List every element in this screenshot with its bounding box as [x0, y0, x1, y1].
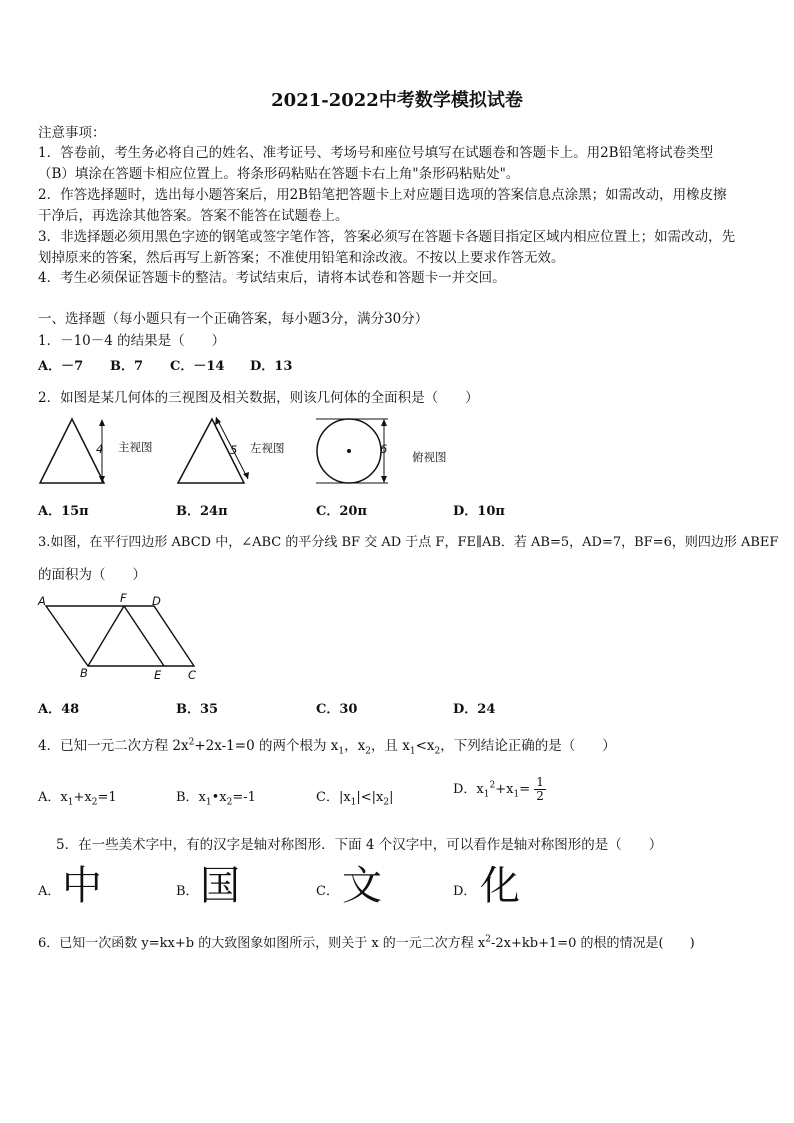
dim-left: 5 — [230, 443, 238, 457]
q5-char-a: 中 — [62, 863, 102, 909]
q2-option-d: D．10π — [453, 504, 505, 519]
point-a-label: A — [38, 594, 46, 608]
arrow-up-icon — [381, 419, 387, 426]
arrow-up-icon — [99, 419, 105, 426]
q3-option-a: A．48 — [38, 702, 80, 717]
q5-stem: 5．在一些美术字中，有的汉字是轴对称图形．下面 4 个汉字中，可以看作是轴对称图形的是（ ） — [56, 837, 663, 853]
q5-char-c: 文 — [342, 863, 382, 909]
notice-line: 划掉原来的答案，然后再写上新答案；不准使用铅笔和涂改液。不按以上要求作答无效。 — [38, 250, 565, 266]
fraction: $\frac{1}{2}$ — [536, 775, 544, 803]
q3-option-d: D．24 — [453, 702, 496, 717]
q3-option-c: C．30 — [316, 702, 358, 717]
notice-line: 干净后，再选涂其他答案。答案不能答在试题卷上。 — [38, 208, 349, 224]
dim-front: 4 — [96, 442, 104, 456]
q1-option-c: C．－14 — [170, 359, 225, 374]
arrow-icon — [243, 472, 249, 479]
q2-option-c: C．20π — [316, 504, 367, 519]
arrow-down-icon — [381, 476, 387, 483]
notice-line: 2．作答选择题时，选出每小题答案后，用2B铅笔把答题卡上对应题目选项的答案信息点涂黑；如需改动，用橡皮擦 — [38, 187, 727, 203]
notice-line: 4．考生必须保证答题卡的整洁。考试结束后，请将本试卷和答题卡一并交回。 — [38, 270, 506, 286]
notice-line: 3．非选择题必须用黑色字迹的钢笔或签字笔作答，答案必须写在答题卡各题目指定区域内相应位置上；如需改动，先 — [38, 229, 736, 245]
notice-heading: 注意事项： — [38, 125, 106, 141]
q3-stem-line2: 的面积为（ ） — [38, 567, 146, 583]
center-dot — [347, 449, 351, 453]
segment-bf — [88, 606, 124, 666]
q3-stem-line1: 3.如图，在平行四边形 ABCD 中，∠ABC 的平分线 BF 交 AD 于点 F，FE∥AB．若 AB=5，AD=7，BF=6，则四边形 ABEF — [38, 535, 779, 550]
point-b-label: B — [80, 666, 88, 680]
q4-option-a: A．$x_1+x_2=1$ — [38, 790, 117, 808]
q5-char-d: 化 — [480, 863, 520, 909]
top-view-label: 俯视图 — [412, 450, 447, 464]
q1-option-a: A．－7 — [38, 359, 84, 374]
front-view-triangle — [40, 419, 104, 483]
arrow-icon — [215, 417, 221, 425]
q2-option-a: A．15π — [38, 504, 89, 519]
dim-top: 6 — [380, 442, 388, 456]
q4-stem: 4．已知一元二次方程 $2x^2+2x-1=0$ 的两个根为 $x_1$，$x_2$，且 $x_1<x_2$，下列结论正确的是（ ） — [38, 737, 616, 757]
point-c-label: C — [188, 668, 197, 682]
segment-fe — [124, 606, 164, 666]
q5-label-d: D． — [453, 884, 477, 899]
parallelogram-abcd — [46, 606, 194, 666]
q5-label-b: B． — [176, 884, 199, 899]
q5-label-c: C． — [316, 884, 339, 899]
notice-line: 1．答卷前，考生务必将自己的姓名、准考证号、考场号和座位号填写在试题卷和答题卡上。用2B铅笔将试卷类型 — [38, 145, 714, 161]
q2-stem: 2．如图是某几何体的三视图及相关数据，则该几何体的全面积是（ ） — [38, 390, 479, 406]
q4-option-d: D．$x_1^2+x_1=$ $\frac{1}{2}$ — [453, 775, 544, 803]
q6-stem: 6．已知一次函数 y=kx+b 的大致图象如图所示，则关于 x 的一元二次方程 $x^2-2x+kb+1=0$ 的根的情况是( ) — [38, 934, 695, 951]
page-title: 2021-2022中考数学模拟试卷 — [271, 90, 523, 111]
q1-option-d: D．13 — [250, 359, 293, 374]
q3-parallelogram-figure — [36, 590, 206, 690]
point-e-label: E — [154, 668, 162, 682]
left-view-label: 左视图 — [250, 441, 285, 455]
q5-label-a: A． — [38, 884, 61, 899]
point-d-label: D — [152, 594, 161, 608]
q3-option-b: B．35 — [176, 702, 219, 717]
section-heading: 一、选择题（每小题只有一个正确答案，每小题3分，满分30分） — [38, 311, 429, 327]
q4-option-c: C．$|x_1|<|x_2|$ — [316, 790, 394, 808]
point-f-label: F — [120, 591, 127, 605]
q4-option-b: B．$x_1•x_2=-1$ — [176, 790, 256, 808]
q5-char-b: 国 — [200, 863, 240, 909]
front-view-label: 主视图 — [118, 440, 153, 454]
q2-option-b: B．24π — [176, 504, 228, 519]
q1-option-b: B．7 — [110, 359, 144, 374]
notice-line: （B）填涂在答题卡相应位置上。将条形码粘贴在答题卡右上角"条形码粘贴处"。 — [38, 166, 520, 182]
q1-stem: 1．－10－4 的结果是（ ） — [38, 333, 226, 349]
